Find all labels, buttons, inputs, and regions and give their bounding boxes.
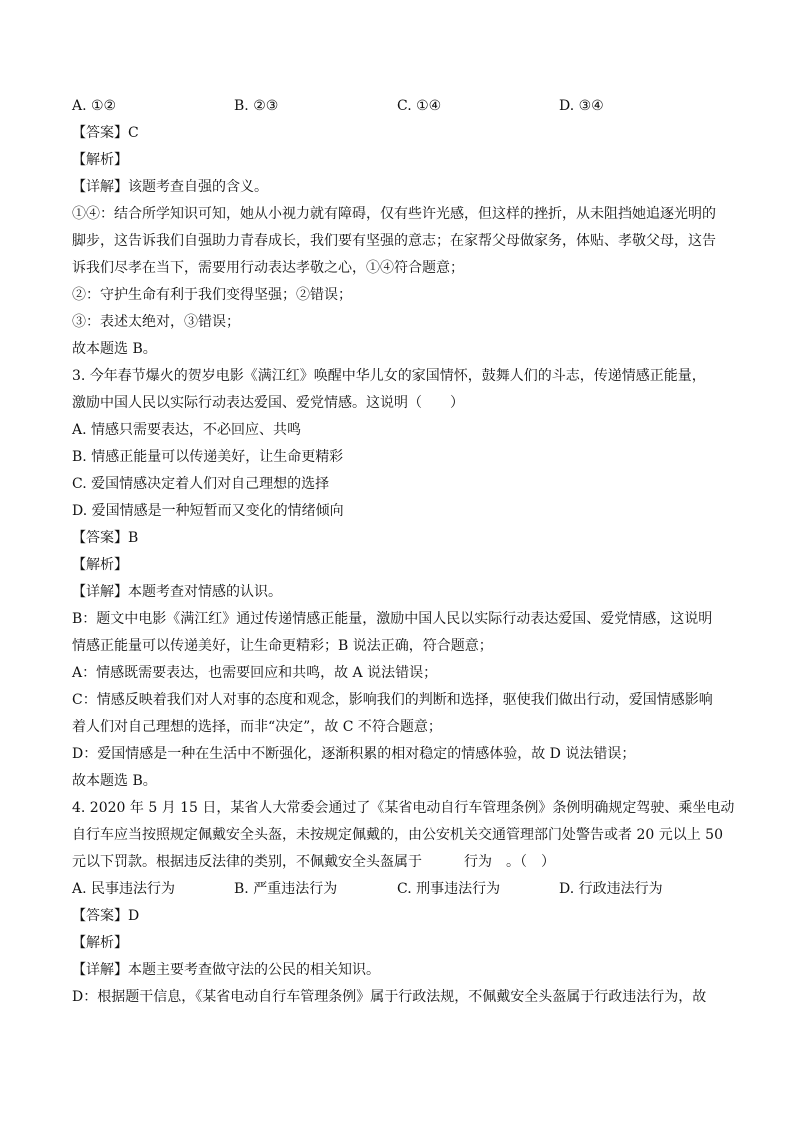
- q4-stem-line: 元以下罚款。根据违反法律的类别，不佩戴安全头盔属于 行为 。（ ）: [72, 854, 555, 870]
- q3-explanation-line: B：题文中电影《满江红》通过传递情感正能量，激励中国人民以实际行动表达爱国、爱党情感，这说明: [72, 611, 713, 627]
- q3-answer: 【答案】B: [72, 530, 139, 546]
- q2-analysis-label: 【解析】: [72, 152, 128, 168]
- q3-detail: 【详解】本题考查对情感的认识。: [72, 584, 282, 600]
- q4-option-a: A. 民事违法行为: [72, 881, 176, 897]
- q4-stem-line: 自行车应当按照规定佩戴安全头盔，未按规定佩戴的，由公安机关交通管理部门处警告或者 20 元以上 50: [72, 827, 723, 843]
- q2-explanation-line: ②：守护生命有利于我们变得坚强；②错误；: [72, 287, 352, 303]
- q3-option-b: B. 情感正能量可以传递美好，让生命更精彩: [72, 449, 344, 465]
- q2-conclusion: 故本题选 B。: [72, 341, 157, 357]
- q3-analysis-label: 【解析】: [72, 557, 128, 573]
- q2-option-c: C. ①④: [397, 98, 442, 114]
- q3-stem-line: 激励中国人民以实际行动表达爱国、爱党情感。这说明（ ）: [72, 395, 464, 411]
- q3-option-d: D. 爱国情感是一种短暂而又变化的情绪倾向: [72, 503, 344, 519]
- q4-detail: 【详解】本题主要考查做守法的公民的相关知识。: [72, 962, 380, 978]
- q2-option-d: D. ③④: [559, 98, 604, 114]
- q3-stem-line: 3. 今年春节爆火的贺岁电影《满江红》唤醒中华儿女的家国情怀，鼓舞人们的斗志，传递情感正能量，: [72, 368, 706, 384]
- q3-explanation-line: D：爱国情感是一种在生活中不断强化，逐渐积累的相对稳定的情感体验，故 D 说法错误；: [72, 746, 636, 762]
- q2-answer: 【答案】C: [72, 125, 139, 141]
- q3-explanation-line: A：情感既需要表达，也需要回应和共鸣，故 A 说法错误；: [72, 665, 438, 681]
- q3-explanation-line: 着人们对自己理想的选择，而非“决定”，故 C 不符合题意；: [72, 719, 442, 735]
- q4-option-b: B. 严重违法行为: [234, 881, 338, 897]
- q3-option-c: C. 爱国情感决定着人们对自己理想的选择: [72, 476, 330, 492]
- q4-analysis-label: 【解析】: [72, 935, 128, 951]
- q2-option-b: B. ②③: [234, 98, 279, 114]
- q2-detail: 【详解】该题考查自强的含义。: [72, 179, 268, 195]
- q2-explanation-line: ③：表述太绝对，③错误；: [72, 314, 240, 330]
- q3-explanation-line: C：情感反映着我们对人对事的态度和观念，影响我们的判断和选择，驱使我们做出行动，爱国情感影响: [72, 692, 713, 708]
- q4-stem-line: 4. 2020 年 5 月 15 日，某省人大常委会通过了《某省电动自行车管理条例》条例明确规定驾驶、乘坐电动: [72, 800, 735, 816]
- q3-explanation-line: 情感正能量可以传递美好，让生命更精彩；B 说法正确，符合题意；: [72, 638, 493, 654]
- q4-explanation-line: D：根据题干信息，《某省电动自行车管理条例》属于行政法规，不佩戴安全头盔属于行政违法行为，故: [72, 989, 707, 1005]
- q3-conclusion: 故本题选 B。: [72, 773, 157, 789]
- q2-explanation-line: 脚步，这告诉我们自强助力青春成长，我们要有坚强的意志；在家帮父母做家务，体贴、孝敬父母，这告: [72, 233, 716, 249]
- q4-answer: 【答案】D: [72, 908, 140, 924]
- q2-option-a: A. ①②: [72, 98, 117, 114]
- q2-explanation-line: 诉我们尽孝在当下，需要用行动表达孝敬之心，①④符合题意；: [72, 260, 464, 276]
- q2-explanation-line: ①④：结合所学知识可知，她从小视力就有障碍，仅有些许光感，但这样的挫折，从未阻挡她追逐光明的: [72, 206, 716, 222]
- q4-option-c: C. 刑事违法行为: [397, 881, 501, 897]
- q3-option-a: A. 情感只需要表达，不必回应、共鸣: [72, 422, 302, 438]
- q4-option-d: D. 行政违法行为: [559, 881, 663, 897]
